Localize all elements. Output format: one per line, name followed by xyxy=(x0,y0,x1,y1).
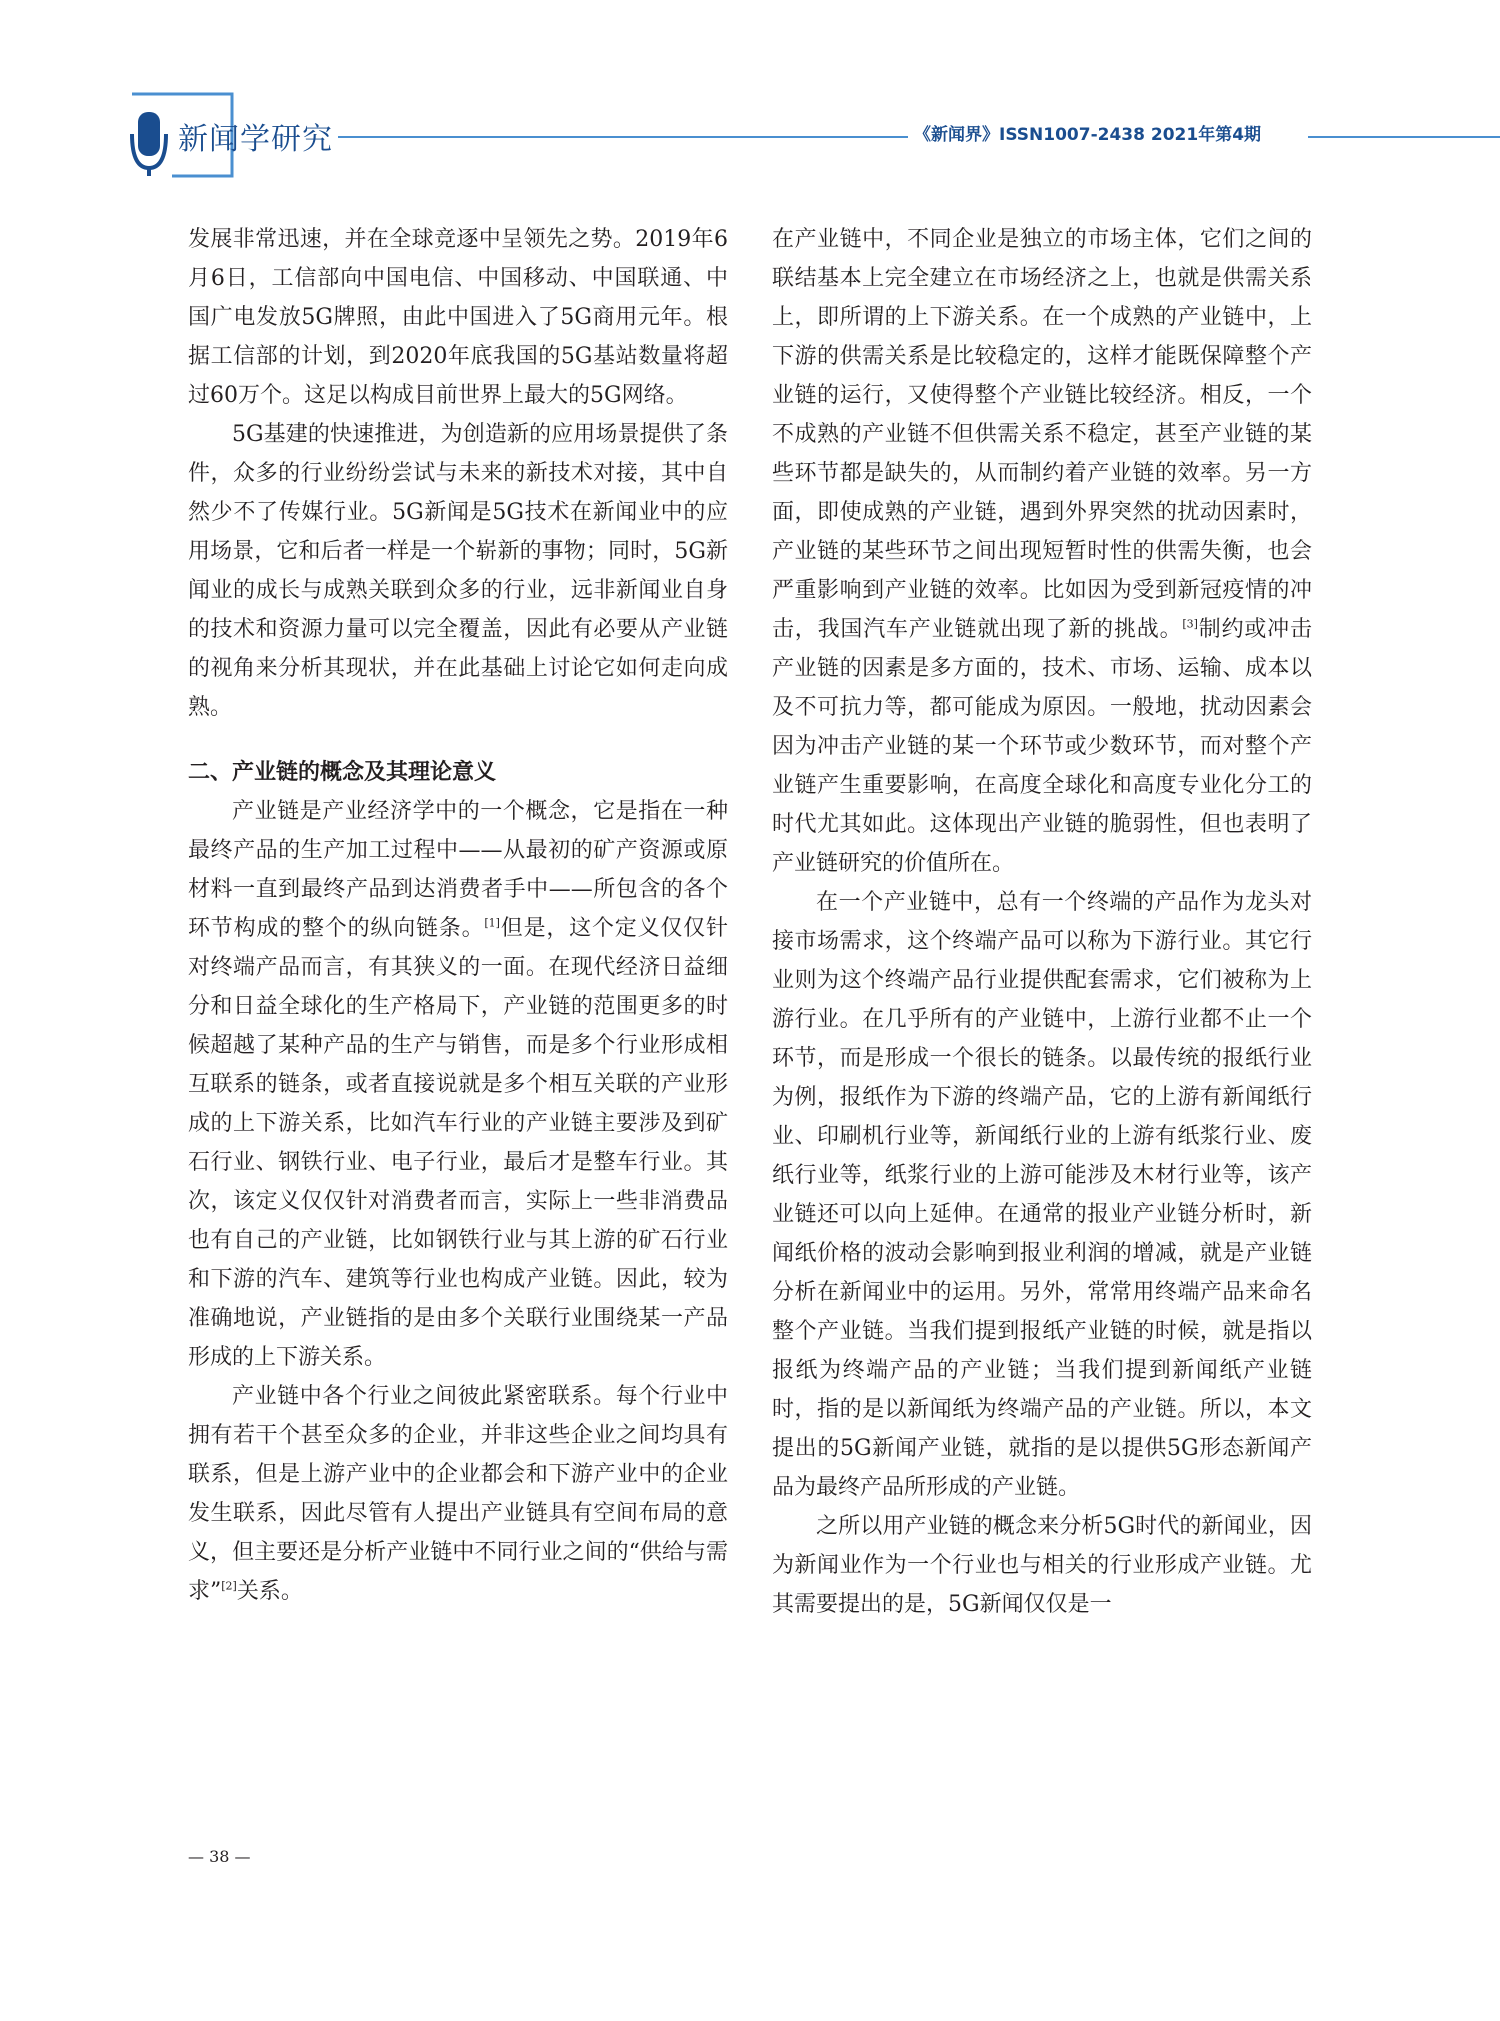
citation-ref: [2] xyxy=(221,1579,237,1593)
paragraph-text: 但是，这个定义仅仅针对终端产品而言，有其狭义的一面。在现代经济日益细分和日益全球化的生产格局下，产业链的范围更多的时候超越了某种产品的生产与销售，而是多个行业形成相互联系的链条，或者直接说就是多个相互关联的产业形成的上下游关系，比如汽车行业的产业链主要涉及到矿石行业、钢铁行业、电子行业，最后才是整车行业。其次，该定义仅仅针对消费者而言，实际上一些非消费品也有自己的产业链，比如钢铁行业与其上游的矿石行业和下游的汽车、建筑等行业也构成产业链。因此，较为准确地说，产业链指的是由多个关联行业围绕某一产品形成的上下游关系。 xyxy=(188,916,728,1370)
paragraph: 发展非常迅速，并在全球竞逐中呈领先之势。2019年6月6日，工信部向中国电信、中国移动、中国联通、中国广电发放5G牌照，由此中国进入了5G商用元年。根据工信部的计划，到2020年底我国的5G基站数量将超过60万个。这足以构成目前世界上最大的5G网络。 xyxy=(188,227,728,408)
citation-ref: [3] xyxy=(1182,617,1198,631)
paragraph-text: 产业链中各个行业之间彼此紧密联系。每个行业中拥有若干个甚至众多的企业，并非这些企业之间均具有联系，但是上游产业中的企业都会和下游产业中的企业发生联系，因此尽管有人提出产业链具有空间布局的意义，但主要还是分析产业链中不同行业之间的“供给与需求” xyxy=(188,1384,728,1604)
paragraph xyxy=(188,792,728,1377)
right-column xyxy=(772,220,1312,1624)
paragraph: 之所以用产业链的概念来分析5G时代的新闻业，因为新闻业作为一个行业也与相关的行业形成产业链。尤其需要提出的是，5G新闻仅仅是一 xyxy=(772,1514,1312,1617)
paragraph-text: 在产业链中，不同企业是独立的市场主体，它们之间的联结基本上完全建立在市场经济之上，也就是供需关系上，即所谓的上下游关系。在一个成熟的产业链中，上下游的供需关系是比较稳定的，这样才能既保障整个产业链的运行，又使得整个产业链比较经济。相反，一个不成熟的产业链不但供需关系不稳定，甚至产业链的某些环节都是缺失的，从而制约着产业链的效率。另一方面，即使成熟的产业链，遇到外界突然的扰动因素时，产业链的某些环节之间出现短暂时性的供需失衡，也会严重影响到产业链的效率。比如因为受到新冠疫情的冲击，我国汽车产业链就出现了新的挑战。 xyxy=(772,227,1312,642)
page-header xyxy=(0,0,1500,190)
page-number: — 38 — xyxy=(188,1847,251,1866)
header-rule-right xyxy=(1308,136,1500,138)
paragraph-text: 产业链是产业经济学中的一个概念，它是指在一种最终产品的生产加工过程中——从最初的矿产资源或原材料一直到最终产品到达消费者手中——所包含的各个环节构成的整个的纵向链条。 xyxy=(188,799,728,941)
paragraph-text: 关系。 xyxy=(236,1579,303,1604)
paragraph-text: 制约或冲击产业链的因素是多方面的，技术、市场、运输、成本以及不可抗力等，都可能成为原因。一般地，扰动因素会因为冲击产业链的某一个环节或少数环节，而对整个产业链产生重要影响，在高度全球化和高度专业化分工的时代尤其如此。这体现出产业链的脆弱性，但也表明了产业链研究的价值所在。 xyxy=(772,617,1312,876)
header-rule-left xyxy=(338,136,908,138)
paragraph xyxy=(772,220,1312,883)
paragraph: 在一个产业链中，总有一个终端的产品作为龙头对接市场需求，这个终端产品可以称为下游行业。其它行业则为这个终端产品行业提供配套需求，它们被称为上游行业。在几乎所有的产业链中，上游行业都不止一个环节，而是形成一个很长的链条。以最传统的报纸行业为例，报纸作为下游的终端产品，它的上游有新闻纸行业、印刷机行业等，新闻纸行业的上游有纸浆行业、废纸行业等，纸浆行业的上游可能涉及木材行业等，该产业链还可以向上延伸。在通常的报业产业链分析时，新闻纸价格的波动会影响到报业利润的增减，就是产业链分析在新闻业中的运用。另外，常常用终端产品来命名整个产业链。当我们提到报纸产业链的时候，就是指以报纸为终端产品的产业链；当我们提到新闻纸产业链时，指的是以新闻纸为终端产品的产业链。所以，本文提出的5G新闻产业链，就指的是以提供5G形态新闻产品为最终产品所形成的产业链。 xyxy=(772,890,1312,1500)
section-logo-title: 新闻学研究 xyxy=(178,122,333,157)
section-heading: 二、产业链的概念及其理论意义 xyxy=(188,760,497,785)
journal-info: 《新闻界》ISSN1007-2438 2021年第4期 xyxy=(914,125,1262,145)
left-column xyxy=(188,220,728,1611)
citation-ref: [1] xyxy=(484,916,500,930)
paragraph: 5G基建的快速推进，为创造新的应用场景提供了条件，众多的行业纷纷尝试与未来的新技术对接，其中自然少不了传媒行业。5G新闻是5G技术在新闻业中的应用场景，它和后者一样是一个崭新的事物；同时，5G新闻业的成长与成熟关联到众多的行业，远非新闻业自身的技术和资源力量可以完全覆盖，因此有必要从产业链的视角来分析其现状，并在此基础上讨论它如何走向成熟。 xyxy=(188,422,728,720)
paragraph xyxy=(188,1377,728,1611)
